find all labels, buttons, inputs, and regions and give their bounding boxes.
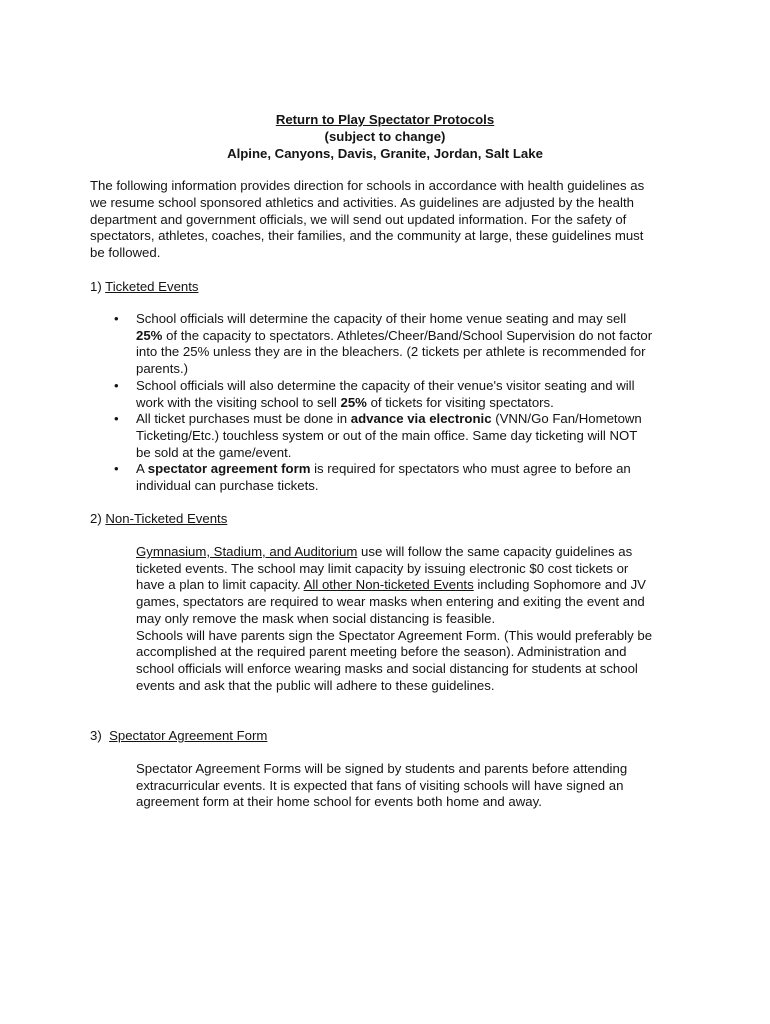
intro-line: The following information provides direction for schools in accordance with health guidelines as — [90, 178, 645, 193]
text: (VNN/Go Fan/Hometown — [491, 411, 642, 427]
bold-text: spectator agreement form — [147, 461, 311, 477]
text: have a plan to limit capacity. — [136, 577, 304, 593]
section-2-heading — [90, 510, 227, 527]
paragraph-line — [136, 577, 696, 594]
text: use will follow the same capacity guidelines as — [357, 544, 633, 559]
paragraph-line: Spectator Agreement Forms will be signed by students and parents before attending — [136, 761, 628, 776]
list-item-text: be sold at the game/event. — [136, 444, 292, 460]
section-3-heading — [90, 727, 267, 744]
agreement-paragraph — [136, 761, 696, 811]
text: including Sophomore and JV — [473, 577, 646, 593]
bullet-icon: • — [114, 311, 119, 326]
bold-text: advance via electronic — [350, 411, 492, 427]
list-item-text: School officials will determine the capacity of their home venue seating and may sell — [136, 311, 627, 326]
intro-line: spectators, athletes, coaches, their families, and the community at large, these guidelines must — [90, 228, 644, 244]
text: A — [136, 461, 148, 477]
section-3-number: 3) — [90, 728, 102, 743]
paragraph-line: extracurricular events. It is expected that fans of visiting schools will have signed an — [136, 777, 624, 793]
list-item — [112, 461, 692, 494]
list-item-text: Ticketing/Etc.) touchless system or out of the main office. Same day ticketing will NOT — [136, 427, 638, 443]
section-1-title: Ticketed Events — [105, 279, 199, 294]
document-title: Return to Play Spectator Protocols — [275, 112, 495, 127]
paragraph-line: accomplished at the required parent meeting before the season). Administration and — [136, 644, 627, 660]
text: work with the visiting school to sell — [136, 394, 341, 410]
underlined-text: Gymnasium, Stadium, and Auditorium — [136, 544, 358, 559]
list-item-text: parents.) — [136, 361, 189, 377]
paragraph-line: games, spectators are required to wear masks when entering and exiting the event and — [136, 594, 645, 610]
text: of the capacity to spectators. Athletes/Cheer/Band/School Supervision do not factor — [162, 327, 653, 343]
section-2-number: 2) — [90, 511, 102, 526]
district-list: Alpine, Canyons, Davis, Granite, Jordan, Salt Lake — [227, 146, 543, 161]
paragraph-line — [136, 544, 696, 561]
bold-text: 25% — [340, 394, 367, 410]
section-1-number: 1) — [90, 279, 102, 294]
paragraph-line: school officials will enforce wearing masks and social distancing for students at school — [136, 660, 638, 676]
bullet-icon: • — [114, 461, 119, 477]
intro-line: department and government officials, we will send out updated information. For the safety of — [90, 211, 627, 227]
text: is required for spectators who must agree to before an — [310, 461, 631, 477]
intro-paragraph — [90, 178, 690, 262]
intro-line: be followed. — [90, 245, 161, 261]
list-item-text — [136, 461, 692, 478]
paragraph-line: may only remove the mask when social distancing is feasible. — [136, 610, 496, 626]
list-item-text: individual can purchase tickets. — [136, 478, 319, 494]
list-item-text: School officials will also determine the capacity of their venue's visitor seating and will — [136, 377, 635, 393]
section-3-title: Spectator Agreement Form — [109, 728, 268, 743]
paragraph-line: Schools will have parents sign the Spectator Agreement Form. (This would preferably be — [136, 627, 653, 643]
underlined-text: All other Non-ticketed Events — [303, 577, 474, 593]
list-item — [112, 411, 692, 461]
bullet-icon: • — [114, 377, 119, 393]
list-item-text — [136, 411, 692, 428]
document-subtitle: (subject to change) — [324, 129, 446, 144]
document-header — [0, 111, 770, 162]
list-item-text: into the 25% unless they are in the bleachers. (2 tickets per athlete is recommended for — [136, 344, 646, 360]
text: of tickets for visiting spectators. — [366, 394, 554, 410]
paragraph-line: events and ask that the public will adhere to these guidelines. — [136, 677, 495, 693]
list-item-text — [136, 328, 692, 345]
intro-line: we resume school sponsored athletics and activities. As guidelines are adjusted by the health — [90, 194, 634, 210]
text: All ticket purchases must be done in — [136, 411, 351, 427]
ticketed-events-list — [112, 311, 692, 495]
list-item — [112, 311, 692, 378]
list-item — [112, 378, 692, 411]
bold-text: 25% — [136, 327, 163, 343]
section-1-heading — [90, 278, 199, 295]
paragraph-line: ticketed events. The school may limit capacity by issuing electronic $0 cost tickets or — [136, 560, 629, 576]
section-2-title: Non-Ticketed Events — [105, 511, 228, 526]
list-item-text — [136, 395, 692, 412]
bullet-icon: • — [114, 411, 119, 427]
paragraph-line: agreement form at their home school for events both home and away. — [136, 794, 542, 810]
non-ticketed-paragraph — [136, 544, 696, 694]
